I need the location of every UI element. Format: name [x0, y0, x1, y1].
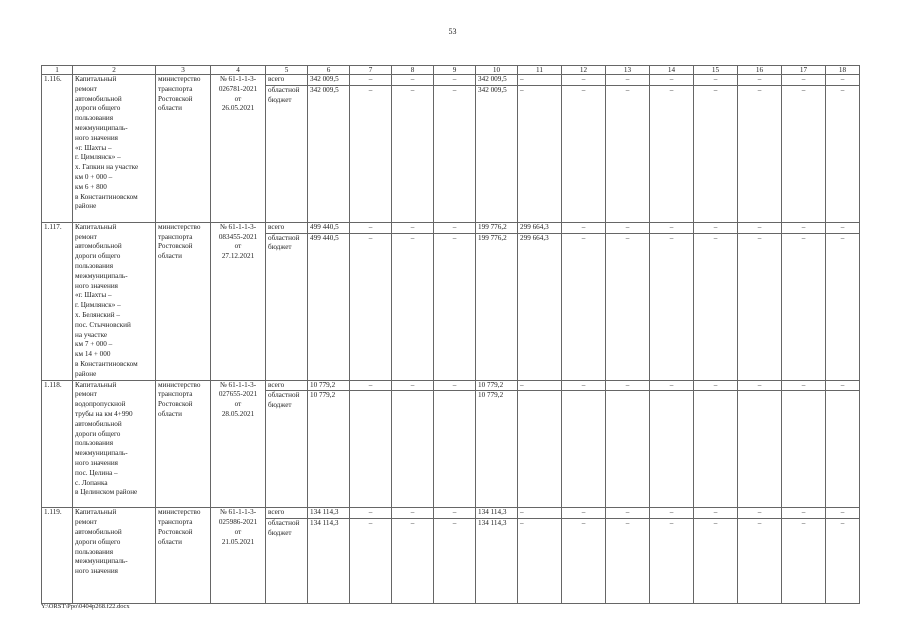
object-name: Капитальный ремонт водопропускной трубы на км 4+990 автомобильной дороги общего пользования межмуниципаль- ного значения пос. Целина – с. Лопанка в Целинском районе	[73, 380, 156, 508]
dash-cell	[738, 391, 782, 508]
dash-cell: –	[782, 380, 826, 391]
dash-cell: –	[562, 508, 606, 519]
dash-cell: –	[562, 75, 606, 86]
dash-cell: –	[562, 233, 606, 380]
expertise-conclusion: № 61-1-1-3- 083455-2021 от 27.12.2021	[211, 222, 266, 380]
col-number: 11	[518, 66, 562, 75]
funding-source: всего	[266, 222, 308, 233]
col-number: 3	[156, 66, 211, 75]
amount-cell: –	[518, 380, 562, 391]
item-number: 1.118.	[42, 380, 73, 508]
table-row	[42, 75, 860, 86]
dash-cell: –	[350, 380, 392, 391]
col-number: 12	[562, 66, 606, 75]
table-row	[42, 508, 860, 519]
dash-cell: –	[434, 233, 476, 380]
dash-cell: –	[606, 233, 650, 380]
amount-cell: 10 779,2	[476, 380, 518, 391]
dash-cell: –	[562, 519, 606, 604]
col-number: 10	[476, 66, 518, 75]
amount-cell: 134 114,3	[308, 519, 350, 604]
dash-cell: –	[606, 75, 650, 86]
expertise-conclusion: № 61-1-1-3- 026781-2021 от 26.05.2021	[211, 75, 266, 223]
funding-source: областной бюджет	[266, 233, 308, 380]
dash-cell: –	[350, 222, 392, 233]
dash-cell: –	[650, 508, 694, 519]
dash-cell: –	[650, 233, 694, 380]
dash-cell: –	[434, 222, 476, 233]
col-number: 9	[434, 66, 476, 75]
dash-cell	[782, 391, 826, 508]
col-number: 15	[694, 66, 738, 75]
dash-cell: –	[826, 222, 860, 233]
dash-cell: –	[434, 380, 476, 391]
col-number: 4	[211, 66, 266, 75]
customer: министерство транспорта Ростовской области	[156, 380, 211, 508]
dash-cell: –	[782, 508, 826, 519]
dash-cell: –	[782, 75, 826, 86]
dash-cell: –	[782, 222, 826, 233]
amount-cell: –	[518, 75, 562, 86]
dash-cell	[650, 391, 694, 508]
amount-cell: 134 114,3	[476, 519, 518, 604]
dash-cell: –	[392, 75, 434, 86]
amount-cell: –	[518, 85, 562, 222]
dash-cell: –	[650, 85, 694, 222]
dash-cell: –	[434, 75, 476, 86]
amount-cell: –	[518, 519, 562, 604]
dash-cell: –	[694, 75, 738, 86]
col-number: 18	[826, 66, 860, 75]
dash-cell: –	[606, 222, 650, 233]
dash-cell: –	[826, 380, 860, 391]
dash-cell: –	[392, 85, 434, 222]
funding-source: областной бюджет	[266, 519, 308, 604]
dash-cell: –	[562, 222, 606, 233]
dash-cell: –	[738, 85, 782, 222]
dash-cell: –	[782, 519, 826, 604]
dash-cell	[826, 391, 860, 508]
customer: министерство транспорта Ростовской области	[156, 222, 211, 380]
amount-cell: 342 009,5	[476, 75, 518, 86]
col-number: 1	[42, 66, 73, 75]
dash-cell: –	[826, 508, 860, 519]
funding-source: всего	[266, 508, 308, 519]
amount-cell: 499 440,5	[308, 233, 350, 380]
amount-cell: 134 114,3	[476, 508, 518, 519]
amount-cell: 199 776,2	[476, 222, 518, 233]
amount-cell: 134 114,3	[308, 508, 350, 519]
dash-cell	[694, 391, 738, 508]
amount-cell: 499 440,5	[308, 222, 350, 233]
page-number: 53	[448, 27, 457, 36]
dash-cell: –	[694, 519, 738, 604]
funding-source: областной бюджет	[266, 85, 308, 222]
col-number: 5	[266, 66, 308, 75]
dash-cell: –	[350, 508, 392, 519]
dash-cell: –	[350, 85, 392, 222]
col-number: 8	[392, 66, 434, 75]
object-name: Капитальный ремонт автомобильной дороги общего пользования межмуниципаль- ного значения «г. Шахты – г. Цимлянск» – х. Гапкин на участке км 0 + 000 – км 6 + 800 в Константиновском районе	[73, 75, 156, 223]
dash-cell: –	[650, 380, 694, 391]
dash-cell: –	[826, 233, 860, 380]
dash-cell: –	[350, 233, 392, 380]
dash-cell: –	[392, 519, 434, 604]
dash-cell: –	[694, 222, 738, 233]
customer: министерство транспорта Ростовской области	[156, 508, 211, 604]
dash-cell: –	[694, 233, 738, 380]
col-number: 14	[650, 66, 694, 75]
dash-cell	[350, 391, 392, 508]
amount-cell: 10 779,2	[476, 391, 518, 508]
dash-cell: –	[738, 508, 782, 519]
col-number: 7	[350, 66, 392, 75]
dash-cell: –	[738, 75, 782, 86]
dash-cell: –	[694, 508, 738, 519]
object-name: Капитальный ремонт автомобильной дороги общего пользования межмуниципаль- ного значения «г. Шахты – г. Цимлянск» – х. Белянский – пос. Стычновский на участке км 7 + 000 – км 14 + 000 в Константиновском районе	[73, 222, 156, 380]
dash-cell: –	[434, 519, 476, 604]
dash-cell: –	[694, 380, 738, 391]
dash-cell: –	[826, 85, 860, 222]
amount-cell	[518, 391, 562, 508]
dash-cell: –	[738, 233, 782, 380]
dash-cell: –	[694, 85, 738, 222]
dash-cell: –	[738, 222, 782, 233]
table-row	[42, 380, 860, 391]
investment-table	[41, 65, 860, 604]
amount-cell: 10 779,2	[308, 391, 350, 508]
col-number: 16	[738, 66, 782, 75]
dash-cell: –	[606, 380, 650, 391]
dash-cell: –	[350, 75, 392, 86]
table-row	[42, 222, 860, 233]
column-number-row	[42, 66, 860, 75]
funding-source: всего	[266, 380, 308, 391]
file-path-footer: Y:\ORST\Ppo\0404p268.f22.docx	[41, 603, 130, 610]
amount-cell: 299 664,3	[518, 222, 562, 233]
dash-cell: –	[826, 519, 860, 604]
col-number: 2	[73, 66, 156, 75]
col-number: 13	[606, 66, 650, 75]
dash-cell: –	[434, 85, 476, 222]
dash-cell: –	[650, 222, 694, 233]
dash-cell: –	[738, 380, 782, 391]
amount-cell: 342 009,5	[476, 85, 518, 222]
amount-cell: 10 779,2	[308, 380, 350, 391]
item-number: 1.117.	[42, 222, 73, 380]
dash-cell: –	[350, 519, 392, 604]
item-number: 1.116.	[42, 75, 73, 223]
dash-cell: –	[562, 85, 606, 222]
dash-cell: –	[606, 85, 650, 222]
dash-cell: –	[392, 233, 434, 380]
col-number: 17	[782, 66, 826, 75]
expertise-conclusion: № 61-1-1-3- 027655-2021 от 28.05.2021	[211, 380, 266, 508]
dash-cell	[392, 391, 434, 508]
amount-cell: 299 664,3	[518, 233, 562, 380]
dash-cell: –	[826, 75, 860, 86]
dash-cell: –	[782, 85, 826, 222]
dash-cell: –	[650, 519, 694, 604]
dash-cell: –	[738, 519, 782, 604]
dash-cell: –	[606, 519, 650, 604]
dash-cell	[562, 391, 606, 508]
object-name: Капитальный ремонт автомобильной дороги общего пользования межмуниципаль- ного значения	[73, 508, 156, 604]
customer: министерство транспорта Ростовской области	[156, 75, 211, 223]
dash-cell	[434, 391, 476, 508]
col-number: 6	[308, 66, 350, 75]
dash-cell: –	[562, 380, 606, 391]
dash-cell	[606, 391, 650, 508]
dash-cell: –	[392, 508, 434, 519]
amount-cell: 342 009,5	[308, 85, 350, 222]
dash-cell: –	[606, 508, 650, 519]
amount-cell: –	[518, 508, 562, 519]
expertise-conclusion: № 61-1-1-3- 025986-2021 от 21.05.2021	[211, 508, 266, 604]
amount-cell: 199 776,2	[476, 233, 518, 380]
dash-cell: –	[782, 233, 826, 380]
funding-source: областной бюджет	[266, 391, 308, 508]
dash-cell: –	[392, 380, 434, 391]
dash-cell: –	[392, 222, 434, 233]
funding-source: всего	[266, 75, 308, 86]
dash-cell: –	[650, 75, 694, 86]
item-number: 1.119.	[42, 508, 73, 604]
dash-cell: –	[434, 508, 476, 519]
amount-cell: 342 009,5	[308, 75, 350, 86]
